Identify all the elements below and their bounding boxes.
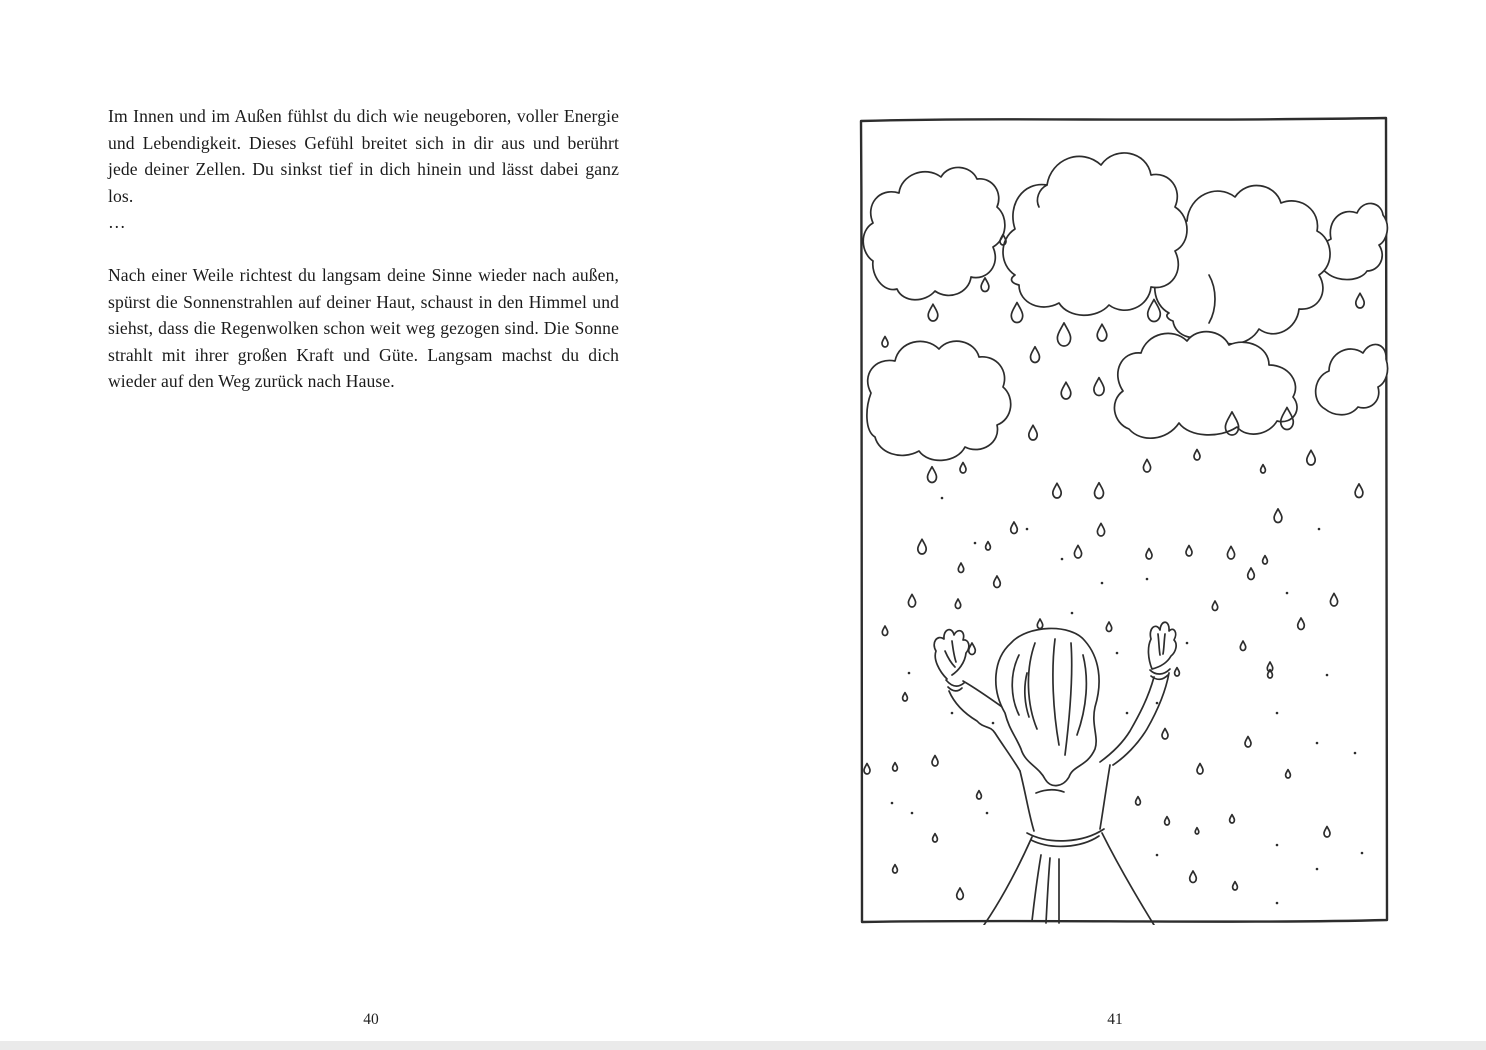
raindrop	[903, 693, 908, 701]
raindrop	[893, 865, 898, 873]
raindrop	[981, 278, 989, 292]
hair	[996, 628, 1099, 785]
rain-specks-group	[891, 497, 1364, 905]
raindrop	[1094, 378, 1104, 396]
body-text	[108, 103, 619, 395]
raindrop	[1029, 425, 1037, 440]
raindrop	[1011, 303, 1022, 323]
rain-speck	[1276, 902, 1279, 905]
clouds-group	[863, 153, 1387, 460]
rain-speck	[911, 812, 914, 815]
raindrop	[1162, 729, 1168, 740]
raindrop	[958, 563, 963, 572]
rain-illustration-svg	[857, 113, 1390, 925]
raindrop	[882, 626, 887, 635]
raindrop	[969, 643, 976, 655]
raindrop	[1031, 347, 1040, 363]
raindrop	[957, 888, 964, 900]
raindrop	[932, 756, 938, 767]
raindrop	[1307, 450, 1315, 465]
rain-speck	[1071, 612, 1074, 615]
raindrop	[1146, 549, 1152, 560]
skirt-folds	[1032, 855, 1059, 923]
right-hand	[1148, 622, 1176, 669]
raindrop	[1197, 764, 1203, 775]
raindrop	[1011, 522, 1018, 534]
raindrop	[1061, 382, 1071, 399]
rain-speck	[1276, 844, 1279, 847]
raindrop	[1106, 622, 1111, 631]
raindrop	[1261, 465, 1266, 473]
raindrop	[1245, 737, 1251, 748]
ellipsis-line: …	[108, 212, 128, 233]
rain-speck	[1186, 642, 1189, 645]
rain-speck	[1326, 674, 1329, 677]
rain-speck	[941, 497, 944, 500]
raindrop	[1274, 509, 1282, 523]
raindrop	[1097, 523, 1104, 536]
page-number-right: 41	[1107, 1011, 1123, 1028]
back-seam	[1036, 790, 1064, 793]
raindrop	[1356, 293, 1364, 308]
rain-speck	[1061, 558, 1064, 561]
paragraph-2: Nach einer Weile richtest du langsam deine Sinne wieder nach außen, spürst die Sonnenstrahlen auf deiner Haut, schaust in den Himmel und siehst, dass die Regenwolken schon weit weg gezogen sind. Die Sonne strahlt mit ihrer großen Kraft und Güte. Langsam machst du dich wieder auf den Weg zurück nach Hause.	[108, 264, 619, 392]
rain-speck	[992, 722, 995, 725]
raindrop	[994, 576, 1001, 588]
left-hand	[934, 630, 969, 679]
rain-speck	[908, 672, 911, 675]
raindrop	[1190, 871, 1197, 883]
rain-speck	[1316, 742, 1319, 745]
raindrop	[1175, 668, 1180, 676]
raindrop	[918, 539, 926, 554]
cloud-icon	[1114, 332, 1297, 439]
rain-speck	[1316, 868, 1319, 871]
raindrop	[1355, 484, 1363, 498]
raindrop	[1097, 324, 1107, 341]
rain-speck	[974, 542, 977, 545]
raindrop	[1240, 641, 1245, 650]
rain-speck	[1101, 582, 1104, 585]
rain-speck	[1286, 592, 1289, 595]
raindrop	[1330, 593, 1337, 606]
raindrop	[1194, 450, 1200, 461]
raindrop	[864, 764, 870, 775]
rain-speck	[1146, 578, 1149, 581]
rain-speck	[1126, 712, 1129, 715]
raindrop	[1095, 483, 1104, 499]
right-arm	[1100, 669, 1170, 765]
raindrop	[1143, 459, 1150, 472]
raindrop	[1195, 828, 1199, 834]
rain-speck	[1156, 702, 1159, 705]
cloud-icon	[1155, 186, 1330, 344]
raindrop	[933, 834, 938, 842]
raindrop	[893, 763, 898, 771]
right-cuff	[1150, 669, 1170, 679]
raindrop	[977, 791, 982, 799]
raindrop	[1227, 546, 1234, 559]
raindrop	[882, 337, 888, 348]
rain-speck	[1354, 752, 1357, 755]
raindrops-group	[864, 235, 1364, 900]
raindrop	[1186, 546, 1192, 557]
raindrop	[1230, 815, 1235, 823]
rain-speck	[1026, 528, 1029, 531]
blouse-hem	[1027, 829, 1104, 846]
raindrop	[1212, 601, 1217, 610]
raindrop	[1263, 556, 1268, 564]
rain-speck	[1361, 852, 1364, 855]
rain-speck	[1318, 528, 1321, 531]
raindrop	[1053, 483, 1061, 498]
cloud-icon	[1319, 203, 1387, 279]
raindrop	[1136, 797, 1141, 805]
raindrop	[1298, 618, 1305, 630]
rain-speck	[891, 802, 894, 805]
rain-speck	[986, 812, 989, 815]
rain-speck	[951, 712, 954, 715]
raindrop	[955, 599, 960, 608]
raindrop	[1165, 817, 1170, 825]
cloud-icon	[867, 341, 1011, 460]
rain-illustration	[857, 113, 1390, 925]
raindrop	[1233, 882, 1238, 890]
raindrop	[928, 304, 938, 321]
raindrop	[1057, 323, 1070, 346]
raindrop	[908, 594, 915, 607]
raindrop	[960, 463, 966, 474]
rain-speck	[1276, 712, 1279, 715]
raindrop	[1286, 770, 1291, 778]
left-cuff	[946, 680, 964, 691]
raindrop	[1074, 545, 1081, 558]
rain-speck	[1156, 854, 1159, 857]
raindrop	[986, 542, 991, 550]
paragraph-1: Im Innen und im Außen fühlst du dich wie neugeboren, voller Energie und Lebendigkeit. Dieses Gefühl breitet sich in dir aus und berührt jede deiner Zellen. Du sinkst tief in dich hinein und lässt dabei ganz los.	[108, 106, 619, 206]
scan-edge-strip	[0, 1041, 1486, 1050]
person-figure	[934, 622, 1176, 925]
raindrop	[1037, 619, 1042, 628]
page-number-left: 40	[363, 1011, 379, 1028]
cloud-icon	[1316, 344, 1388, 414]
raindrop	[1324, 827, 1330, 838]
raindrop	[928, 467, 937, 483]
rain-speck	[1116, 652, 1119, 655]
raindrop	[1248, 568, 1255, 580]
